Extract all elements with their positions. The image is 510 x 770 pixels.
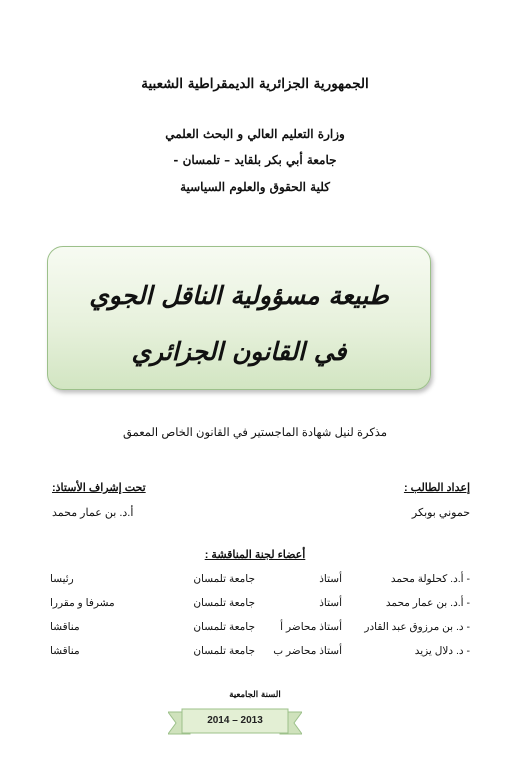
committee-member-row — [0, 597, 510, 615]
member-role: رئيسا — [50, 573, 74, 585]
thesis-title-line-2: في القانون الجزائري — [131, 337, 347, 366]
committee-member-row — [0, 621, 510, 639]
academic-year-ribbon — [168, 708, 302, 738]
member-rank: أستاذ محاضر أ — [280, 621, 342, 633]
member-rank: أستاذ — [319, 573, 342, 585]
committee-member-row — [0, 573, 510, 591]
thesis-subtitle: مذكرة لنيل شهادة الماجستير في القانون الخاص المعمق — [122, 427, 387, 439]
member-rank: أستاذ محاضر ب — [273, 645, 342, 657]
member-name: - د. بن مرزوق عبد القادر — [364, 621, 470, 633]
member-name: - أ.د. بن عمار محمد — [385, 597, 470, 609]
ministry-heading: وزارة التعليم العالي و البحث العلمي — [165, 127, 345, 141]
member-name: - أ.د. كحلولة محمد — [390, 573, 470, 585]
member-institution: جامعة تلمسان — [193, 573, 255, 585]
member-role: مناقشا — [50, 621, 80, 633]
member-institution: جامعة تلمسان — [193, 621, 255, 633]
republic-heading: الجمهورية الجزائرية الديمقراطية الشعبية — [141, 76, 369, 92]
academic-year-label: السنة الجامعية — [229, 690, 281, 700]
faculty-heading: كلية الحقوق والعلوم السياسية — [180, 180, 330, 194]
member-name: - د. دلال يزيد — [414, 645, 470, 657]
committee-member-row — [0, 645, 510, 663]
university-heading: جامعة أبي بكر بلقايد – تلمسان - — [173, 153, 337, 167]
thesis-title-line-1: طبيعة مسؤولية الناقل الجوي — [89, 281, 389, 310]
member-rank: أستاذ — [319, 597, 342, 609]
member-institution: جامعة تلمسان — [193, 645, 255, 657]
member-role: مشرفا و مقررا — [50, 597, 115, 609]
student-name: حموني بوبكر — [411, 507, 470, 519]
committee-title: أعضاء لجنة المناقشة : — [204, 549, 306, 561]
supervisor-label: تحت إشراف الأستاذ: — [52, 482, 146, 494]
student-label: إعداد الطالب : — [403, 482, 470, 494]
academic-year-value: 2014 – 2013 — [207, 715, 263, 726]
member-role: مناقشا — [50, 645, 80, 657]
member-institution: جامعة تلمسان — [193, 597, 255, 609]
supervisor-name: أ.د. بن عمار محمد — [52, 507, 134, 519]
thesis-title-box — [47, 246, 431, 390]
